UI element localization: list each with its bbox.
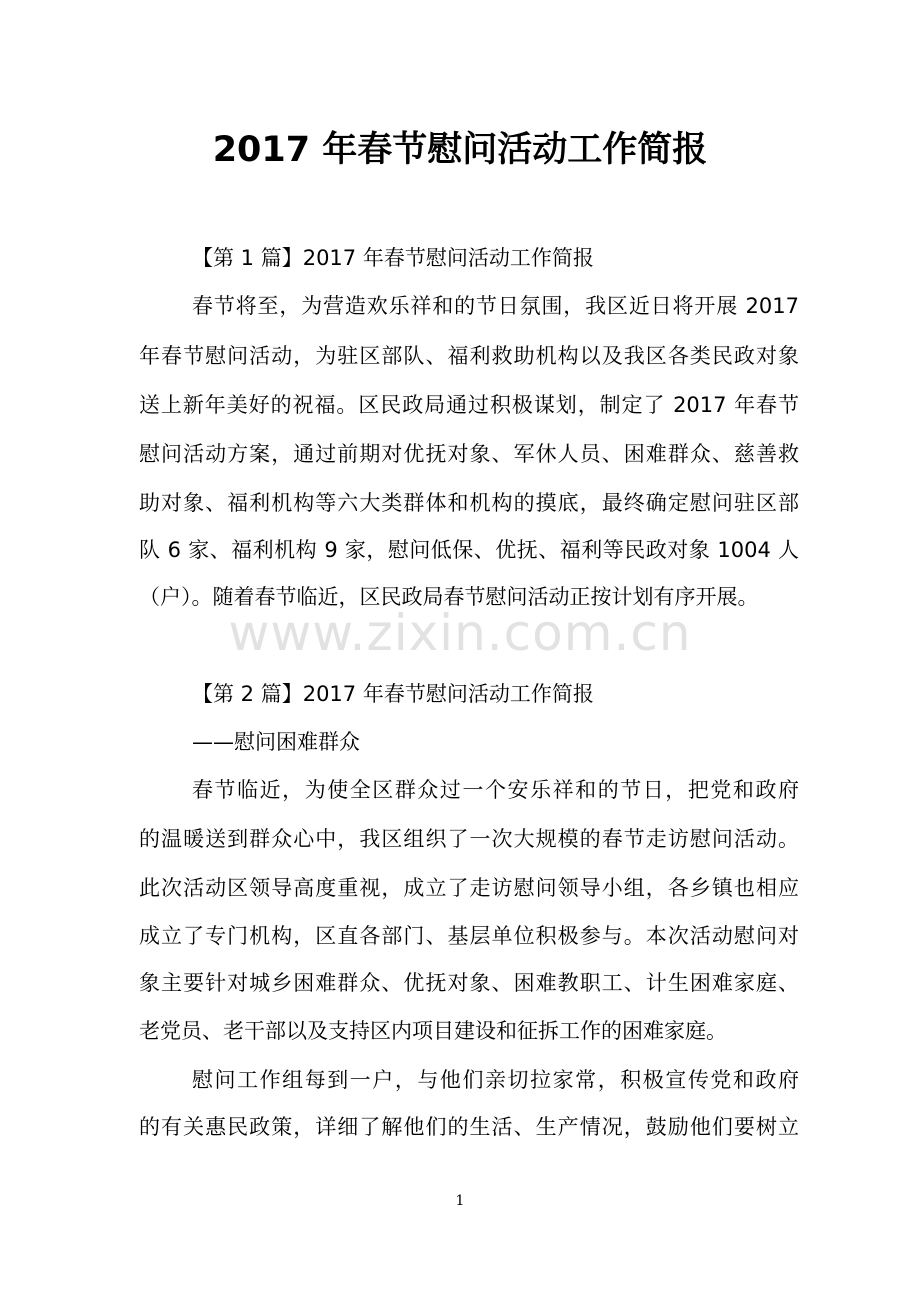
section1-heading: 【第 1 篇】2017 年春节慰问活动工作简报 bbox=[192, 246, 594, 270]
paragraph-line: 送上新年美好的祝福。区民政局通过积极谋划，制定了 2017 年春节 bbox=[139, 393, 799, 417]
paragraph-line: 年春节慰问活动，为驻区部队、福利救助机构以及我区各类民政对象 bbox=[139, 344, 799, 368]
paragraph-line: 老党员、老干部以及支持区内项目建设和征拆工作的困难家庭。 bbox=[139, 1019, 727, 1043]
paragraph-line: （户）。随着春节临近，区民政局春节慰问活动正按计划有序开展。 bbox=[139, 585, 759, 609]
paragraph-line: 的有关惠民政策，详细了解他们的生活、生产情况，鼓励他们要树立 bbox=[139, 1115, 799, 1139]
document-title: 2017 年春节慰问活动工作简报 bbox=[212, 130, 708, 170]
page-number: 1 bbox=[455, 1193, 465, 1209]
paragraph-line: 慰问工作组每到一户，与他们亲切拉家常，积极宣传党和政府 bbox=[192, 1068, 799, 1092]
paragraph-line: 队 6 家、福利机构 9 家，慰问低保、优抚、福利等民政对象 1004 人 bbox=[139, 538, 799, 562]
paragraph-line: 成立了专门机构，区直各部门、基层单位积极参与。本次活动慰问对 bbox=[139, 924, 799, 948]
paragraph-line: 春节临近，为使全区群众过一个安乐祥和的节日，把党和政府 bbox=[192, 778, 799, 802]
paragraph-line: 慰问活动方案，通过前期对优抚对象、军休人员、困难群众、慈善救 bbox=[139, 442, 799, 466]
paragraph-line: 此次活动区领导高度重视，成立了走访慰问领导小组，各乡镇也相应 bbox=[139, 876, 799, 900]
watermark: www.zixin.com.cn bbox=[228, 604, 692, 662]
paragraph-line: 的温暖送到群众心中，我区组织了一次大规模的春节走访慰问活动。 bbox=[139, 827, 799, 851]
section2-heading: 【第 2 篇】2017 年春节慰问活动工作简报 bbox=[192, 682, 594, 706]
paragraph-line: 象主要针对城乡困难群众、优抚对象、困难教职工、计生困难家庭、 bbox=[139, 971, 799, 995]
paragraph-line: 助对象、福利机构等六大类群体和机构的摸底，最终确定慰问驻区部 bbox=[139, 491, 799, 515]
paragraph-line: 春节将至，为营造欢乐祥和的节日氛围，我区近日将开展 2017 bbox=[192, 294, 799, 318]
section2-subheading: ——慰问困难群众 bbox=[192, 730, 360, 754]
